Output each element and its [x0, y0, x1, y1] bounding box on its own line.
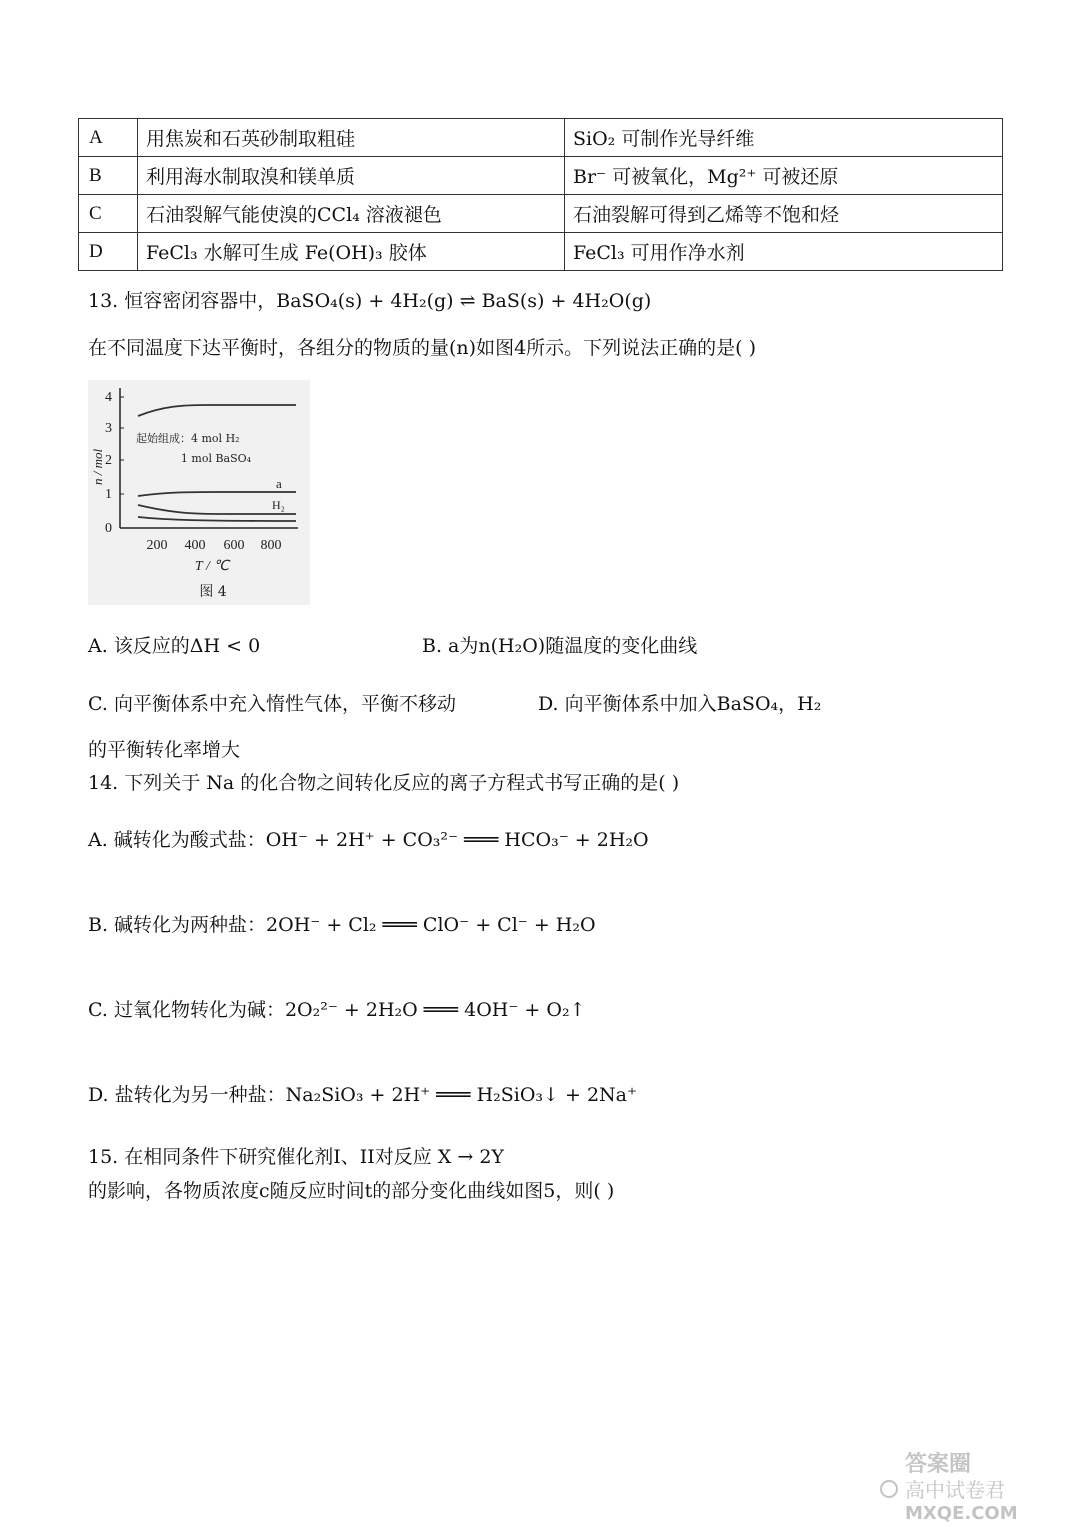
table-row: [79, 157, 1003, 195]
q14-option-a: A. 碱转化为酸式盐：OH⁻ + 2H⁺ + CO₃²⁻ ═══ HCO₃⁻ + 2H₂O: [88, 829, 649, 851]
row-right: SiO₂ 可制作光导纤维: [565, 119, 1003, 157]
watermark-line2: 高中试卷君: [905, 1478, 1005, 1502]
row-right: 石油裂解可得到乙烯等不饱和烃: [565, 195, 1003, 233]
annotation-line1: 起始组成：4 mol H₂: [136, 432, 240, 445]
figure-caption: 图 4: [199, 584, 227, 600]
x-tick: 400: [184, 538, 206, 553]
q14-option-c: C. 过氧化物转化为碱：2O₂²⁻ + 2H₂O ═══ 4OH⁻ + O₂↑: [88, 999, 586, 1021]
q13-option-a: A. 该反应的ΔH < 0: [88, 635, 261, 657]
q13-stem-line1: 13. 恒容密闭容器中，BaSO₄(s) + 4H₂(g) ⇌ BaS(s) + 4H₂O(g): [88, 290, 652, 312]
watermark-line1: 答案圈: [905, 1452, 972, 1477]
q15-stem-line1: 15. 在相同条件下研究催化剂I、II对反应 X → 2Y: [88, 1146, 504, 1168]
table-row: [79, 195, 1003, 233]
figure-4: [88, 380, 310, 605]
q14-option-b: B. 碱转化为两种盐：2OH⁻ + Cl₂ ═══ ClO⁻ + Cl⁻ + H₂O: [88, 914, 596, 936]
y-tick: 2: [105, 453, 112, 468]
curve-a-label: a: [276, 476, 282, 491]
row-key: C: [79, 195, 138, 233]
row-key: D: [79, 233, 138, 271]
q13-option-d-line2: 的平衡转化率增大: [88, 739, 241, 761]
curve-a: [138, 492, 296, 496]
watermark-logo: [875, 1447, 1050, 1522]
y-tick: 1: [105, 487, 112, 502]
x-axis-label: T / ℃: [194, 559, 230, 574]
row-left: 利用海水制取溴和镁单质: [138, 157, 565, 195]
q14-stem: 14. 下列关于 Na 的化合物之间转化反应的离子方程式书写正确的是( ): [88, 772, 680, 794]
watermark-graphic: [875, 1447, 1050, 1522]
curve-h2-label: H₂: [272, 498, 285, 512]
annotation-line2: 1 mol BaSO₄: [180, 452, 252, 465]
q13-option-d-line1: D. 向平衡体系中加入BaSO₄，H₂: [538, 693, 822, 715]
row-key: A: [79, 119, 138, 157]
figure-4-plot: [88, 380, 310, 605]
curve-bottom: [138, 517, 296, 521]
x-tick: 200: [146, 538, 168, 553]
row-left: FeCl₃ 水解可生成 Fe(OH)₃ 胶体: [138, 233, 565, 271]
y-tick: 3: [105, 421, 112, 436]
wechat-icon: [881, 1481, 897, 1497]
x-tick: 600: [223, 538, 245, 553]
row-right: Br⁻ 可被氧化，Mg²⁺ 可被还原: [565, 157, 1003, 195]
table-row: [79, 119, 1003, 157]
y-tick: 0: [105, 521, 112, 536]
options-table: [78, 118, 1003, 271]
y-tick: 4: [105, 390, 112, 405]
q15-stem-line2: 的影响，各物质浓度c随反应时间t的部分变化曲线如图5，则( ): [88, 1180, 615, 1202]
q13-option-b: B. a为n(H₂O)随温度的变化曲线: [422, 635, 698, 657]
y-axis-label: n / mol: [90, 448, 105, 485]
curve-top: [138, 405, 296, 416]
x-tick: 800: [260, 538, 282, 553]
row-key: B: [79, 157, 138, 195]
q14-option-d: D. 盐转化为另一种盐：Na₂SiO₃ + 2H⁺ ═══ H₂SiO₃↓ + 2Na⁺: [88, 1084, 638, 1106]
table-row: [79, 233, 1003, 271]
q13-option-c: C. 向平衡体系中充入惰性气体，平衡不移动: [88, 693, 456, 715]
q13-stem-line2: 在不同温度下达平衡时，各组分的物质的量(n)如图4所示。下列说法正确的是( ): [88, 337, 757, 359]
row-left: 用焦炭和石英砂制取粗硅: [138, 119, 565, 157]
row-left: 石油裂解气能使溴的CCl₄ 溶液褪色: [138, 195, 565, 233]
watermark-line3: MXQE.COM: [905, 1503, 1018, 1522]
row-right: FeCl₃ 可用作净水剂: [565, 233, 1003, 271]
